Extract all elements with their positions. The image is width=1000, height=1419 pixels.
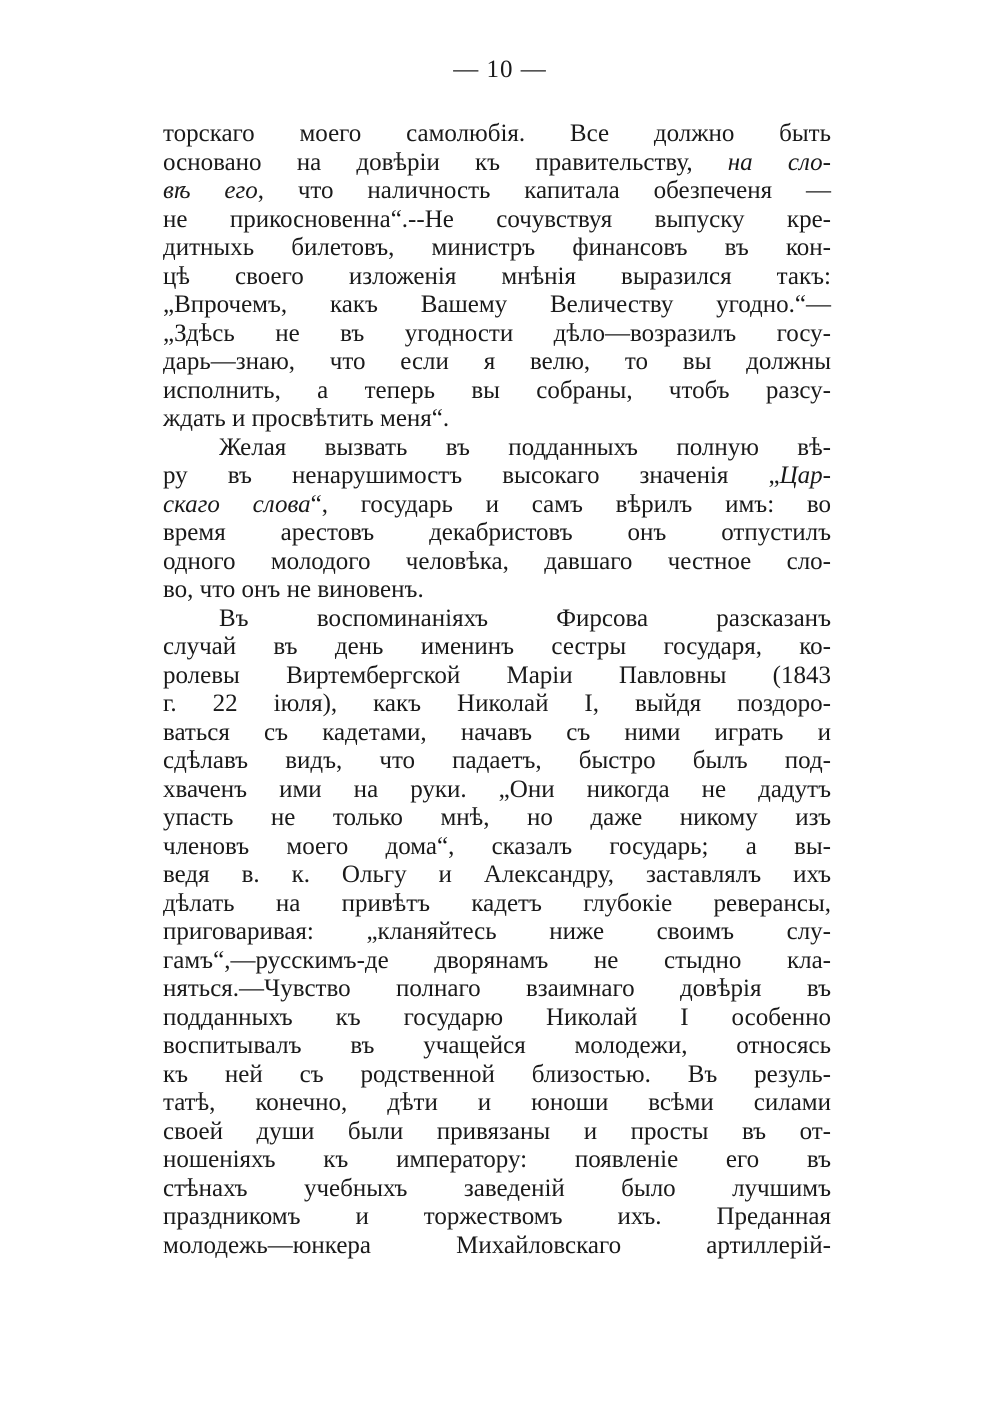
text-line bbox=[163, 206, 831, 235]
text-segment: гамъ“,—русскимъ-де дворянамъ не стыдно кла- bbox=[163, 946, 831, 974]
text-segment: молодежь—юнкера Михайловскаго артиллерій- bbox=[163, 1231, 831, 1259]
text-line bbox=[163, 1146, 831, 1175]
text-line bbox=[163, 804, 831, 833]
text-segment: ваться съ кадетами, начавъ съ ними играть и bbox=[163, 718, 831, 746]
text-segment: основано на довѣріи къ правительству, bbox=[163, 148, 728, 176]
text-segment: дарь—знаю, что если я велю, то вы должны bbox=[163, 348, 831, 375]
text-line bbox=[163, 434, 831, 463]
text-line bbox=[163, 462, 831, 491]
text-line bbox=[163, 149, 831, 178]
page-number: — 10 — bbox=[453, 56, 547, 83]
text-segment: исполнить, а теперь вы собраны, чтобъ разсу- bbox=[163, 376, 831, 404]
text-segment: приговаривая: „кланяйтесь ниже своимъ слу- bbox=[163, 918, 831, 945]
text-line bbox=[163, 833, 831, 862]
text-segment: ношеніяхъ къ императору: появленіе его въ bbox=[163, 1146, 831, 1173]
text-segment: „Впрочемъ, какъ Вашему Величеству угодно.“— bbox=[163, 291, 831, 318]
text-segment: Въ воспоминаніяхъ Фирсова разсказанъ bbox=[219, 604, 831, 632]
text-line bbox=[163, 320, 831, 349]
text-line bbox=[163, 1203, 831, 1232]
text-segment: ждать и просвѣтить меня“. bbox=[163, 405, 450, 432]
text-line bbox=[163, 975, 831, 1004]
text-segment: одного молодого человѣка, давшаго честное сло- bbox=[163, 547, 831, 575]
text-line bbox=[163, 519, 831, 548]
text-line bbox=[163, 890, 831, 919]
text-line bbox=[163, 1032, 831, 1061]
text-segment: воспитывалъ въ учащейся молодежи, относясь bbox=[163, 1032, 831, 1059]
text-segment: няться.—Чувство полнаго взаимнаго довѣрія въ bbox=[163, 975, 831, 1002]
italic-text: вѣ его bbox=[163, 177, 258, 204]
text-segment: дитныхь билетовъ, министръ финансовъ въ кон- bbox=[163, 234, 831, 261]
text-line bbox=[163, 177, 831, 206]
text-line bbox=[163, 348, 831, 377]
text-segment: ру въ ненарушимостъ высокаго значенія „ bbox=[163, 462, 780, 489]
text-line bbox=[163, 1118, 831, 1147]
text-segment: дѣлать на привѣтъ кадетъ глубокіе реверансы, bbox=[163, 889, 831, 917]
text-segment: ведя в. к. Ольгу и Александру, заставлялъ ихъ bbox=[163, 861, 831, 888]
text-line bbox=[163, 1232, 831, 1261]
text-line bbox=[163, 377, 831, 406]
text-line bbox=[163, 1175, 831, 1204]
text-line bbox=[163, 918, 831, 947]
text-line bbox=[163, 690, 831, 719]
text-segment: Желая вызвать въ подданныхъ полную вѣ- bbox=[219, 433, 831, 461]
text-line bbox=[163, 263, 831, 292]
text-line bbox=[163, 405, 831, 434]
text-segment: время арестовъ декабристовъ онъ отпустилъ bbox=[163, 519, 831, 546]
body-text bbox=[163, 120, 831, 1260]
text-segment: упасть не только мнѣ, но даже никому изъ bbox=[163, 804, 831, 831]
text-line bbox=[163, 1004, 831, 1033]
text-segment: не прикосновенна“.--Не сочувствуя выпуску кре- bbox=[163, 205, 831, 233]
text-line bbox=[163, 291, 831, 320]
text-line bbox=[163, 548, 831, 577]
text-segment: сдѣлавъ видъ, что падаетъ, быстро былъ под- bbox=[163, 747, 831, 774]
text-line bbox=[163, 776, 831, 805]
italic-text: скаго слова bbox=[163, 490, 311, 518]
text-segment: подданныхъ къ государю Николай I особенно bbox=[163, 1003, 831, 1031]
text-line bbox=[163, 947, 831, 976]
text-line bbox=[163, 491, 831, 520]
text-segment: татѣ, конечно, дѣти и юноши всѣми силами bbox=[163, 1089, 831, 1116]
text-line bbox=[163, 1089, 831, 1118]
text-line bbox=[163, 861, 831, 890]
text-segment: членовъ моего дома“, сказалъ государь; а вы- bbox=[163, 832, 831, 860]
text-line bbox=[163, 576, 831, 605]
text-segment: во, что онъ не виновенъ. bbox=[163, 576, 424, 603]
text-line bbox=[163, 234, 831, 263]
text-line bbox=[163, 120, 831, 149]
text-segment: , что наличность капитала обезпеченя — bbox=[257, 177, 831, 204]
text-segment: “, государь и самъ вѣрилъ имъ: во bbox=[310, 490, 832, 518]
italic-text: на сло- bbox=[727, 148, 832, 176]
text-segment: цѣ своего изложенія мнѣнія выразился такъ: bbox=[163, 262, 831, 290]
italic-text: Цар- bbox=[779, 462, 831, 489]
text-segment: своей души были привязаны и просты въ от- bbox=[163, 1117, 831, 1145]
text-line bbox=[163, 662, 831, 691]
text-line bbox=[163, 605, 831, 634]
text-segment: къ ней съ родственной близостью. Въ резуль- bbox=[163, 1060, 831, 1088]
text-segment: „Здѣсь не въ угодности дѣло—возразилъ госу- bbox=[163, 319, 831, 347]
text-line bbox=[163, 719, 831, 748]
text-line bbox=[163, 1061, 831, 1090]
text-segment: хваченъ ими на руки. „Они никогда не дадутъ bbox=[163, 775, 831, 803]
text-segment: стѣнахъ учебныхъ заведеній было лучшимъ bbox=[163, 1174, 831, 1202]
text-segment: праздникомъ и торжествомъ ихъ. Преданная bbox=[163, 1203, 831, 1230]
text-line bbox=[163, 747, 831, 776]
text-segment: г. 22 іюля), какъ Николай I, выйдя поздоро- bbox=[163, 690, 831, 717]
text-line bbox=[163, 633, 831, 662]
text-segment: торскаго моего самолюбія. Все должно быть bbox=[163, 120, 831, 147]
text-segment: случай въ день именинъ сестры государя, ко- bbox=[163, 633, 831, 660]
text-segment: ролевы Виртембергской Маріи Павловны (1843 bbox=[163, 661, 831, 689]
